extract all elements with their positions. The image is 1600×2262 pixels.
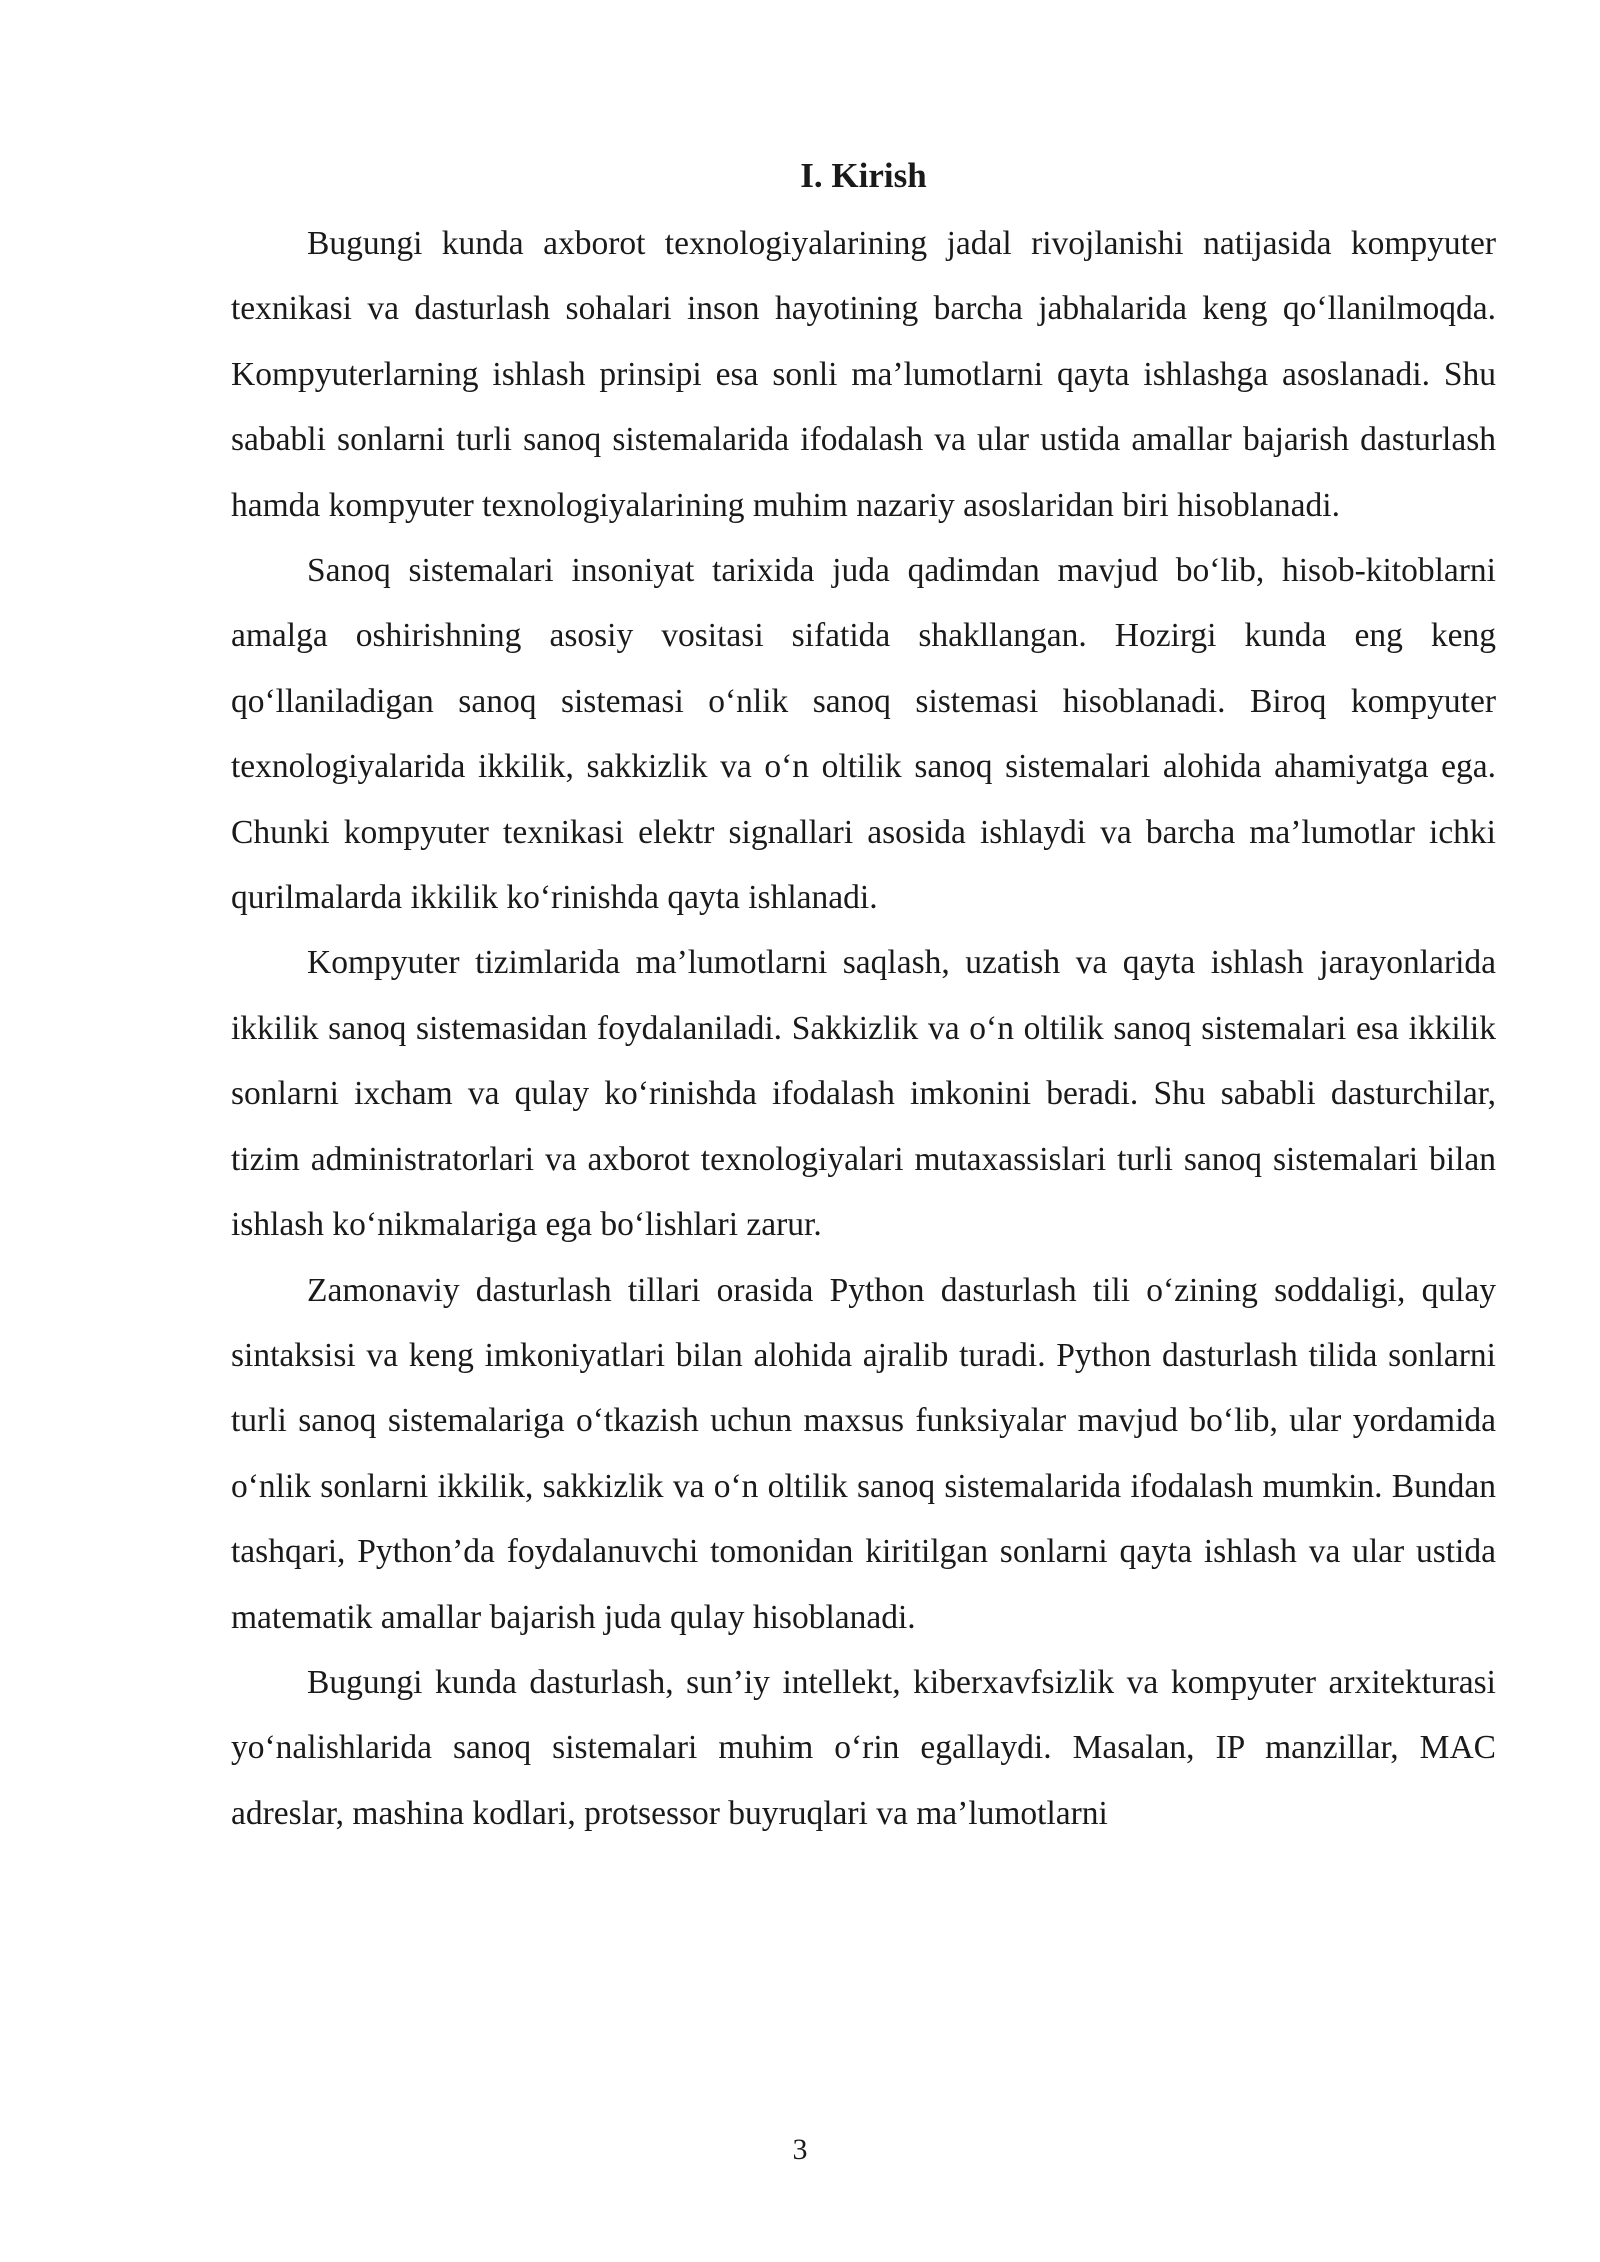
paragraph-2: Sanoq sistemalari insoniyat tarixida juda qadimdan mavjud bo‘lib, hisob-kitoblarni amalga oshirishning asosiy vositasi sifatida shakllangan. Hozirgi kunda eng keng qo‘llaniladigan sanoq sistemasi o‘nlik sanoq sistemasi hisoblanadi. Biroq kompyuter texnologiyalarida ikkilik, sakkizlik va o‘n oltilik sanoq sistemalari alohida ahamiyatga ega. Chunki kompyuter texnikasi elektr signallari asosida ishlaydi va barcha ma’lumotlar ichki qurilmalarda ikkilik ko‘rinishda qayta ishlanadi.: [231, 552, 1496, 917]
paragraph-4: Zamonaviy dasturlash tillari orasida Python dasturlash tili o‘zining soddaligi, qulay sintaksisi va keng imkoniyatlari bilan alohida ajralib turadi. Python dasturlash tilida sonlarni turli sanoq sistemalariga o‘tkazish uchun maxsus funksiyalar mavjud bo‘lib, ular yordamida o‘nlik sonlarni ikkilik, sakkizlik va o‘n oltilik sanoq sistemalarida ifodalash mumkin. Bundan tashqari, Python’da foydalanuvchi tomonidan kiritilgan sonlarni qayta ishlash va ular ustida matematik amallar bajarish juda qulay hisoblanadi.: [231, 1271, 1496, 1636]
section-heading: I. Kirish: [800, 156, 927, 195]
paragraph-1: Bugungi kunda axborot texnologiyalarining jadal rivojlanishi natijasida kompyuter texnikasi va dasturlash sohalari inson hayotining barcha jabhalarida keng qo‘llanilmoqda. Kompyuterlarning ishlash prinsipi esa sonli ma’lumotlarni qayta ishlashga asoslanadi. Shu sababli sonlarni turli sanoq sistemalarida ifodalash va ular ustida amallar bajarish dasturlash hamda kompyuter texnologiyalarining muhim nazariy asoslaridan biri hisoblanadi.: [231, 225, 1496, 524]
paragraph-5: Bugungi kunda dasturlash, sun’iy intellekt, kiberxavfsizlik va kompyuter arxitekturasi yo‘nalishlarida sanoq sistemalari muhim o‘rin egallaydi. Masalan, IP manzillar, MAC adreslar, mashina kodlari, protsessor buyruqlari va ma’lumotlarni: [231, 1663, 1496, 1832]
page-number: 3: [792, 2133, 808, 2166]
page-content: [231, 146, 1496, 1846]
paragraph-3: Kompyuter tizimlarida ma’lumotlarni saqlash, uzatish va qayta ishlash jarayonlarida ikkilik sanoq sistemasidan foydalaniladi. Sakkizlik va o‘n oltilik sanoq sistemalari esa ikkilik sonlarni ixcham va qulay ko‘rinishda ifodalash imkonini beradi. Shu sababli dasturchilar, tizim administratorlari va axborot texnologiyalari mutaxassislari turli sanoq sistemalari bilan ishlash ko‘nikmalariga ega bo‘lishlari zarur.: [231, 944, 1496, 1244]
